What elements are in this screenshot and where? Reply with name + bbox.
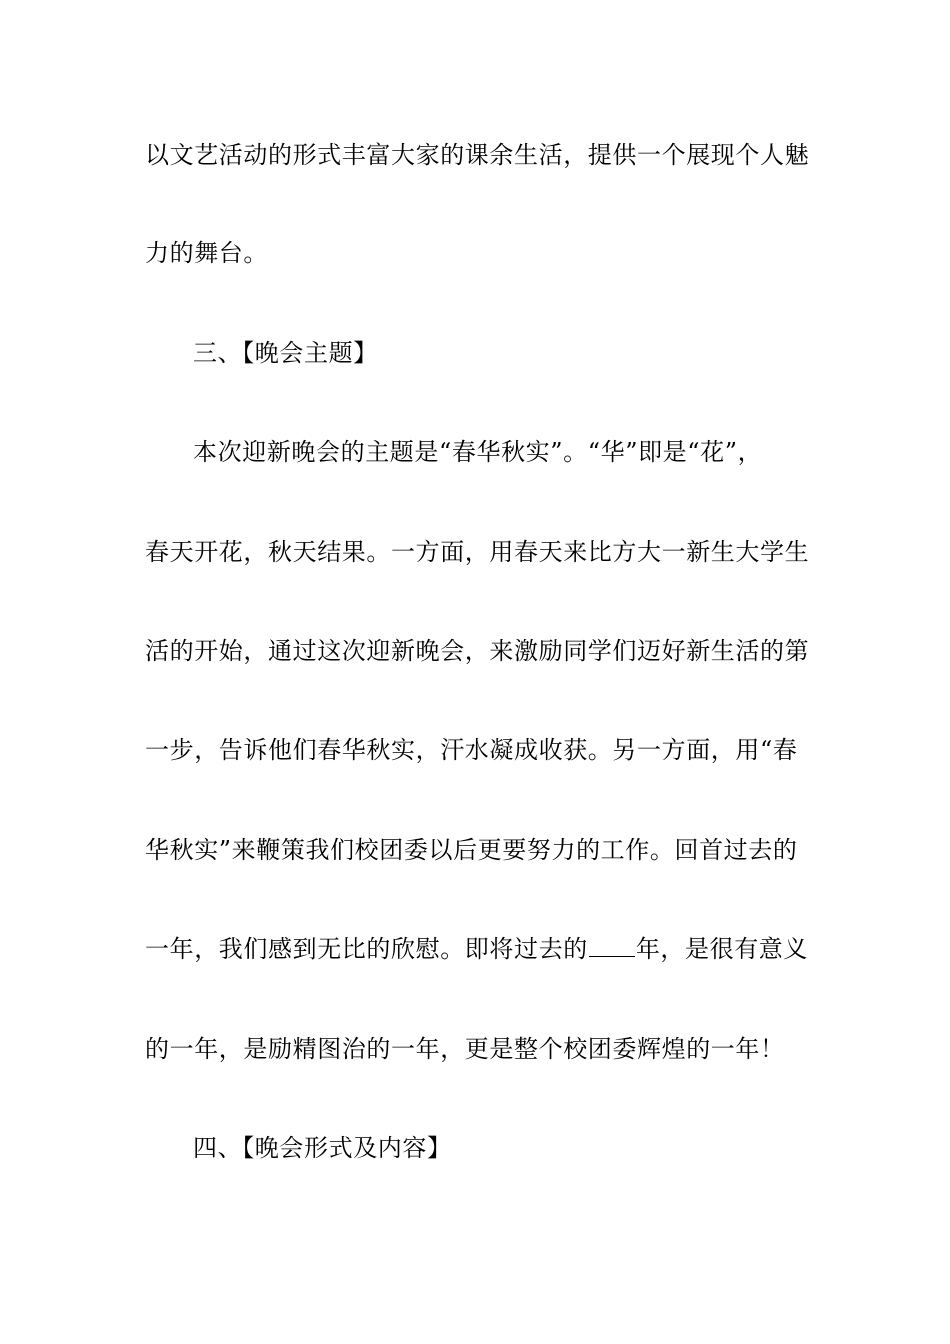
- line-text-before-blank: 一年，我们感到无比的欣慰。即将过去的: [145, 935, 588, 963]
- paragraph-line: 力的舞台。: [145, 239, 268, 267]
- paragraph-line: 华秋实”来鞭策我们校团委以后更要努力的工作。回首过去的: [145, 836, 798, 864]
- fill-in-blank: [589, 936, 635, 957]
- paragraph-line: 春天开花，秋天结果。一方面，用春天来比方大一新生大学生: [145, 538, 810, 566]
- section-heading: 三、【晚会主题】: [193, 339, 378, 367]
- section-heading: 四、【晚会形式及内容】: [193, 1134, 452, 1162]
- paragraph-line-with-blank: [145, 934, 825, 964]
- paragraph-line: 的一年，是励精图治的一年，更是整个校团委辉煌的一年！: [145, 1035, 785, 1063]
- paragraph-line: 活的开始，通过这次迎新晚会，来激励同学们迈好新生活的第: [145, 637, 810, 665]
- paragraph-line: 一步，告诉他们春华秋实，汗水凝成收获。另一方面，用“春: [145, 736, 798, 764]
- line-text-after-blank: 年，是很有意义: [635, 935, 809, 963]
- paragraph-line: 本次迎新晚会的主题是“春华秋实”。“华”即是“花”，: [193, 438, 763, 466]
- paragraph-line: 以文艺活动的形式丰富大家的课余生活，提供一个展现个人魅: [145, 141, 810, 169]
